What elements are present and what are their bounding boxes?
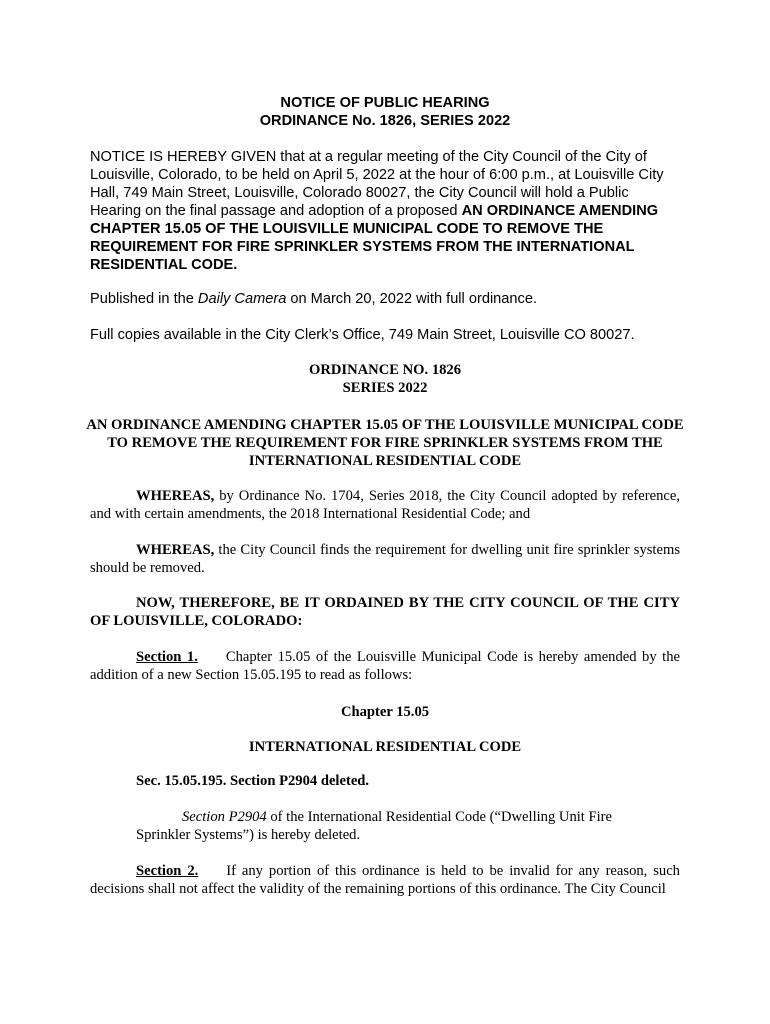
section-2 <box>90 862 680 898</box>
published-line <box>90 290 680 308</box>
published-suffix: on March 20, 2022 with full ordinance. <box>286 291 538 307</box>
copies-line: Full copies available in the City Clerk’s Office, 749 Main Street, Louisville CO 80027. <box>90 327 635 343</box>
whereas-1-text: by Ordinance No. 1704, Series 2018, the City Council adopted by reference, and with certain amendments, the 2018 International Residential Code; and <box>90 488 680 522</box>
section-2-text: If any portion of this ordinance is held to be invalid for any reason, such decisions shall not affect the validity of the remaining portions of this ordinance. The City Council <box>90 863 680 897</box>
notice-ordinance-title: AN ORDINANCE AMENDING CHAPTER 15.05 OF THE LOUISVILLE MUNICIPAL CODE TO REMOVE THE REQUIREMENT FOR FIRE SPRINKLER SYSTEMS FROM THE INTERNATIONAL RESIDENTIAL CODE. <box>90 203 659 273</box>
notice-title-line1: NOTICE OF PUBLIC HEARING <box>280 95 490 111</box>
notice-intro: NOTICE IS HEREBY GIVEN that at a regular meeting of the City Council of the City of Louisville, Colorado, to be held on April 5, 2022 at the hour of 6:00 p.m., at Louisville City Hall, 749 Main Street, Louisville, Colorado 80027, the City Council will hold a Public Hearing on the final passage and adoption of a proposed <box>90 149 664 219</box>
ordinance-number: ORDINANCE NO. 1826 <box>308 362 462 378</box>
section-1-label: Section 1. <box>136 649 198 665</box>
whereas-2 <box>90 541 680 577</box>
whereas-2-label: WHEREAS, <box>136 542 215 558</box>
section-1-text: Chapter 15.05 of the Louisville Municipal Code is hereby amended by the addition of a new Section 15.05.195 to read as follows: <box>90 649 680 683</box>
whereas-1 <box>90 487 680 523</box>
newspaper-name: Daily Camera <box>197 291 287 307</box>
ordinance-series: SERIES 2022 <box>342 380 428 396</box>
chapter-title: INTERNATIONAL RESIDENTIAL CODE <box>248 739 522 755</box>
section-heading: Sec. 15.05.195. Section P2904 deleted. <box>136 773 370 789</box>
ordinance-heading <box>90 361 680 397</box>
whereas-1-label: WHEREAS, <box>136 488 215 504</box>
published-prefix: Published in the <box>90 291 198 307</box>
section-p2904-text <box>136 808 646 844</box>
notice-body <box>90 148 675 274</box>
section-1 <box>90 648 680 684</box>
ordinance-title: AN ORDINANCE AMENDING CHAPTER 15.05 OF THE LOUISVILLE MUNICIPAL CODE TO REMOVE THE REQUIREMENT FOR FIRE SPRINKLER SYSTEMS FROM THE INTERNATIONAL RESIDENTIAL CODE <box>86 417 684 469</box>
whereas-2-text: the City Council finds the requirement for dwelling unit fire sprinkler systems should be removed. <box>90 542 680 576</box>
section-p2904-ref: Section P2904 <box>182 809 267 825</box>
notice-title-line2: ORDINANCE No. 1826, SERIES 2022 <box>259 113 511 129</box>
section-p2904-body: of the International Residential Code (“Dwelling Unit Fire Sprinkler Systems”) is hereby deleted. <box>136 809 613 843</box>
chapter-number: Chapter 15.05 <box>340 704 430 720</box>
ordained-clause: NOW, THEREFORE, BE IT ORDAINED BY THE CITY COUNCIL OF THE CITY OF LOUISVILLE, COLORADO: <box>90 595 680 629</box>
section-2-label: Section 2. <box>136 863 199 879</box>
notice-title <box>90 94 680 130</box>
